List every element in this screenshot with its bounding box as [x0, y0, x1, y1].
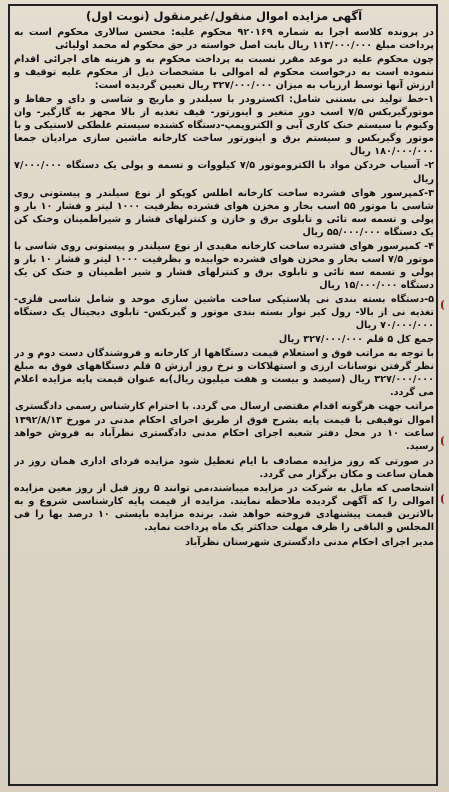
expert-note: مراتب جهت هرگونه اقدام مقتضی ارسال می گردد. با احترام کارشناس رسمی دادگستری	[14, 401, 434, 413]
list-item: ۳-کمپرسور هوای فشرده ساخت کارخانه اطلس کوپکو از نوع سیلندر و پیستونی روی شاسی با موتور ۵۵ اسب بخار و مخزن هوای فشرده بظرفیت ۱۰۰۰ لیتر و فشار ۱۰ بار و پولی و تسمه سه تائی و تابلوی برق و خازن و کنترلهای فشار و شیراطمینان وخنک کن یک دستگاه ۵۵/۰۰۰/۰۰۰ ریال	[14, 187, 434, 238]
pen-mark	[441, 494, 449, 504]
pen-mark	[441, 436, 449, 446]
terms-paragraph: اشخاصی که مایل به شرکت در مزایده میباشند،می توانند ۵ روز قبل از روز معین مزایده اموالی را که آگهی گردیده ملاحظه نمایند. مزایده از قیمت پایه کارشناسی شروع و به بالاترین قیمت پیشنهادی فروخته خواهد شد. برنده مزایده بایستی ۱۰ درصد بها را فی المجلس و الباقی را ظرف مهلت حداکثر یک ماه پرداخت نماید.	[14, 482, 434, 533]
notice-title: آگهی مزایده اموال منقول/غیرمنقول (نوبت اول)	[85, 9, 363, 23]
pen-mark	[441, 300, 449, 310]
list-item: ۵-دستگاه بسته بندی نی پلاستیکی ساخت ماشین سازی موحد و شامل شاسی فلزی- تغذیه نی از بالا- رول کیر نوار بسته بندی موتور و گیربکس- تابلوی دیجیتال یک دستگاه ۷۰/۰۰۰/۰۰۰ ریال	[14, 293, 434, 332]
auction-date-paragraph: اموال توقیفی با قیمت پایه بشرح فوق از طریق اجرای احکام مدنی در مورخ ۱۳۹۲/۸/۱۳ ساعت ۱۰ در محل دفتر شعبه اجرای احکام مدنی دادگستری نظرآباد به فروش خواهد رسید.	[14, 415, 434, 453]
holiday-paragraph: در صورتی که روز مزایده مصادف با ایام تعطیل شود مزایده فردای اداری همان روز در همان ساعت و مکان برگزار می گردد.	[14, 455, 434, 480]
total-line: جمع کل ۵ قلم ۳۲۷/۰۰۰/۰۰۰ ریال	[278, 334, 434, 346]
auction-notice	[14, 8, 434, 784]
valuation-paragraph: با توجه به مراتب فوق و استعلام قیمت دستگاهها از کارخانه و فروشندگان دست دوم و در نظر گرفتن نوسانات ارزی و استهلاکات و نرخ روز ارزش ۵ قلم دستگاههای فوق به مبلغ ۳۲۷/۰۰۰/۰۰۰ ریال (سیصد و بیست و هفت میلیون ریال)به عنوان قیمت پایه مزایده اعلام می گردد.	[14, 348, 434, 399]
list-item: ۲- آسیاب خردکن مواد با الکتروموتور ۷/۵ کیلووات و تسمه و پولی یک دستگاه ۷/۰۰۰/۰۰۰ ریال	[14, 160, 434, 185]
seizure-paragraph: چون محکوم علیه در موعد مقرر نسبت به پرداخت محکوم به و هزینه های اجرائی اقدام ننموده است به درخواست محکوم له اموالی با مشخصات ذیل از محکوم علیه توقیف و ارزش آنها توسط ارزیاب به میزان ۳۲۷/۰۰۰/۰۰۰ ریال تعیین گردیده است:	[14, 54, 434, 92]
list-item: ۱-خط تولید نی بستنی شامل: اکسترودر با سیلندر و ماریچ و شاسی و دای و حفاظ و موتورگیربکس ۷/۵ اسب دور متغیر و اینورتور- قیف تغذیه از بالا مجهز به گازگیر- وان وکیوم با سیستم خنک کاری آبی و الکتروپمپ-دستگاه کشنده سیستم غلطکی لاستیکی و با موتور وگیربکس و سیستم برق و اینورتور ساخت کارخانه ماشین سازی مرادیان جمعا ۱۸۰/۰۰۰/۰۰۰ ریال	[14, 94, 434, 158]
case-paragraph: در پرونده کلاسه اجرا به شماره ۹۲۰۱۶۹ محکوم علیه: محسن سالاری محکوم است به پرداخت مبلغ ۱۱۳/۰۰۰/۰۰۰ ریال بابت اصل خواسته در حق محکوم له محمد اولیائی	[14, 27, 434, 52]
list-item: ۴- کمپرسور هوای فشرده ساخت کارخانه مفیدی از نوع سیلندر و پیستونی روی شاسی با موتور ۷/۵ اسب بخار و مخزن هوای فشرده خوابیده و بظرفیت ۱۰۰۰ لیتر و فشار ۱۰ بار و پولی و تسمه سه تائی و تابلوی برق و کنترلهای فشار و شیر اطمینان و خنک کن یک دستگاه ۱۵/۰۰۰/۰۰۰ ریال	[14, 240, 434, 291]
signature-line: مدیر اجرای احکام مدنی دادگستری شهرستان نظرآباد	[185, 536, 434, 548]
